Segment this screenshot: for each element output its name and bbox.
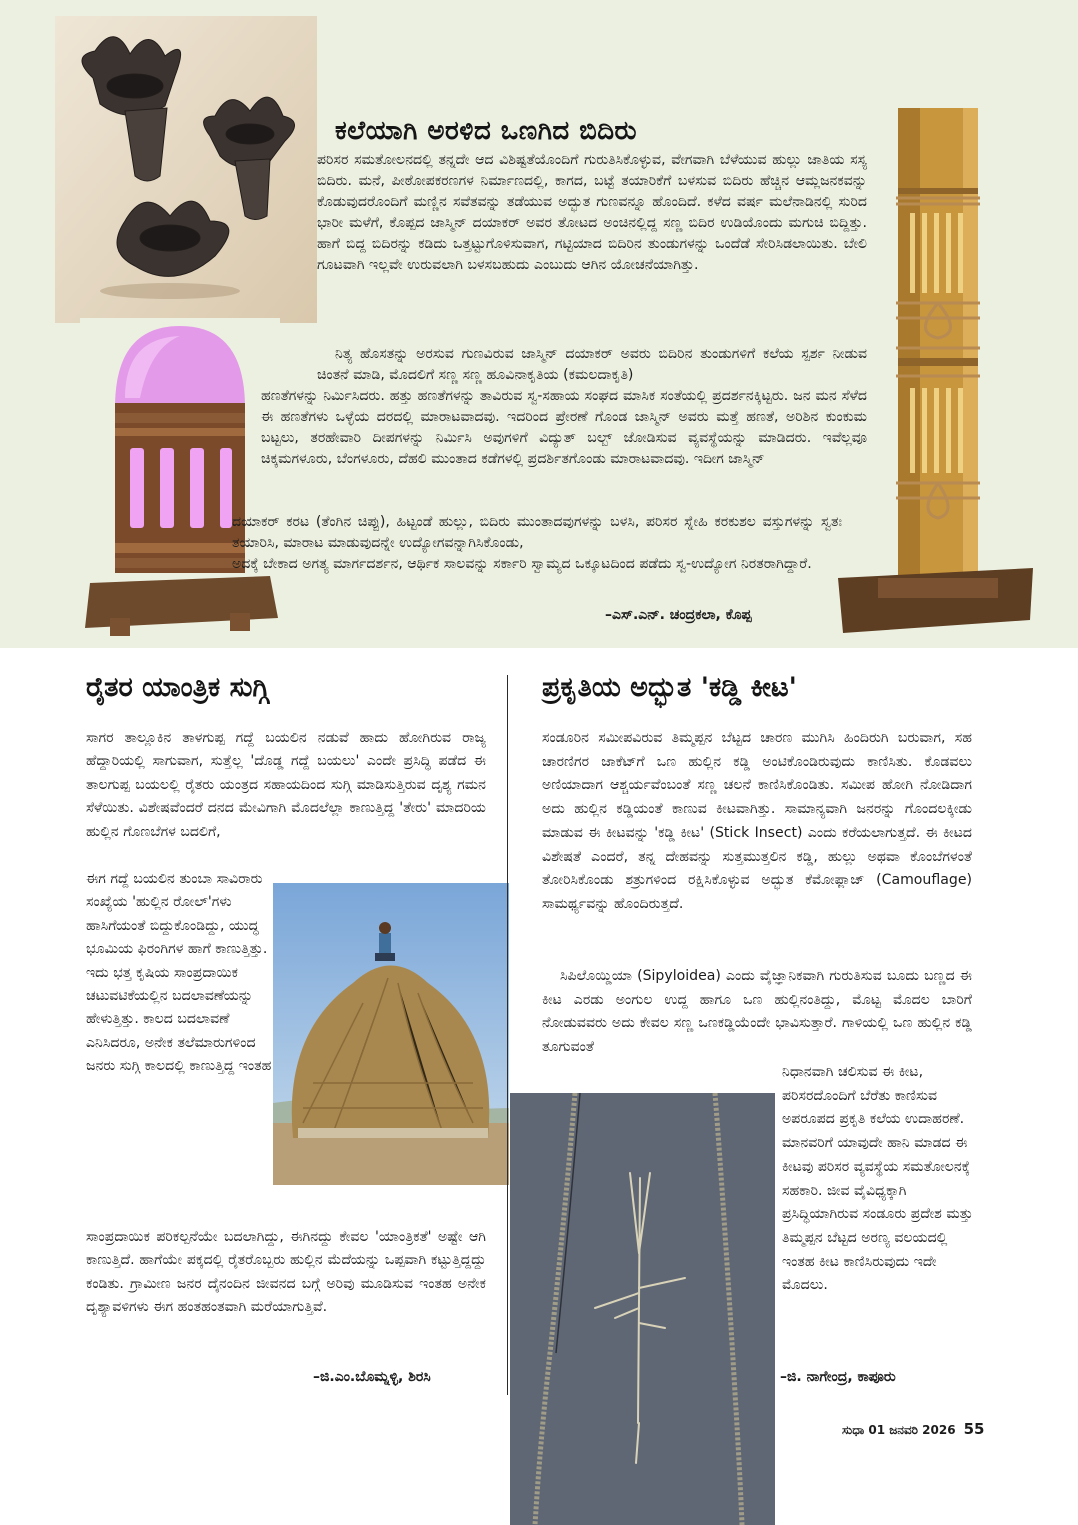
stick-insect-photo <box>510 1093 775 1525</box>
article2-paragraph-3: ಸಾಂಪ್ರದಾಯಿಕ ಪರಿಕಲ್ಪನೆಯೇ ಬದಲಾಗಿದ್ದು, ಈಗಿನದ್ದು ಕೇವಲ 'ಯಾಂತ್ರಿಕತೆ' ಅಷ್ಟೇ ಆಗಿ ಕಾಣುತ್ತಿದೆ. ಹಾಗೆಯೇ ಪಕ್ಕದಲ್ಲಿ ರೈತರೊಬ್ಬರು ಹುಲ್ಲಿನ ಮೆದೆಯನ್ನು ಒಪ್ಪವಾಗಿ ಕಟ್ಟುತ್ತಿದ್ದದ್ದು ಕಂಡಿತು. ಗ್ರಾಮೀಣ ಜನರ ದೈನಂದಿನ ಜೀವನದ ಬಗ್ಗೆ ಅರಿವು ಮೂಡಿಸುವ ಇಂತಹ ಅನೇಕ ದೃಶ್ಯಾವಳಿಗಳು ಈಗ ಹಂತಹಂತವಾಗಿ ಮರೆಯಾಗುತ್ತಿವೆ. <box>86 1229 486 1316</box>
bamboo-article-panel <box>0 0 1078 648</box>
article3-paragraph-3: ನಿಧಾನವಾಗಿ ಚಲಿಸುವ ಈ ಕೀಟ, ಪರಿಸರದೊಂದಿಗೆ ಬೆರೆತು ಕಾಣಿಸುವ ಅಪರೂಪದ ಪ್ರಕೃತಿ ಕಲೆಯ ಉದಾಹರಣೆ. ಮಾನವರಿಗೆ ಯಾವುದೇ ಹಾನಿ ಮಾಡದ ಈ ಕೀಟವು ಪರಿಸರ ವ್ಯವಸ್ಥೆಯ ಸಮತೋಲನಕ್ಕೆ ಸಹಕಾರಿ. ಜೀವ ವೈವಿಧ್ಯಕ್ಕಾಗಿ ಪ್ರಸಿದ್ಧಿಯಾಗಿರುವ ಸಂಡೂರು ಪ್ರದೇಶ ಮತ್ತು ತಿಮ್ಮಪ್ಪನ ಬೆಟ್ಟದ ಅರಣ್ಯ ವಲಯದಲ್ಲಿ ಇಂತಹ ಕೀಟ ಕಾಣಿಸಿರುವುದು ಇದೇ ಮೊದಲು. <box>782 1064 973 1294</box>
pink-lamp-photo <box>80 318 280 638</box>
article1-paragraph-2-end: ಅದಕ್ಕೆ ಬೇಕಾದ ಅಗತ್ಯ ಮಾರ್ಗದರ್ಶನ, ಆರ್ಥಿಕ ಸಾಲವನ್ನು ಸರ್ಕಾರಿ ಸ್ವಾಮ್ಯದ ಒಕ್ಕೂಟದಿಂದ ಪಡೆದು ಸ್ವ-ಉದ್ಯೋಗ ನಿರತರಾಗಿದ್ದಾರೆ. <box>232 556 812 572</box>
article2-title: ರೈತರ ಯಾಂತ್ರಿಕ ಸುಗ್ಗಿ <box>86 672 269 703</box>
article3-byline: –ಜಿ. ನಾಗೇಂದ್ರ, ಕಾಪೂರು <box>780 1369 896 1385</box>
page-number: 55 <box>963 1420 985 1438</box>
article1-byline: –ಎಸ್.ಎನ್. ಚಂದ್ರಕಲಾ, ಕೊಪ್ಪ <box>605 607 752 623</box>
column-divider <box>507 675 508 1395</box>
article1-paragraph-2-continued-2: ದಯಾಕರ್ ಕರಟ (ತೆಂಗಿನ ಚಿಪ್ಪು), ಹಿಟ್ಟಂಡೆ ಹುಲ್ಲು, ಬಿದಿರು ಮುಂತಾದವುಗಳನ್ನು ಬಳಸಿ, ಪರಿಸರ ಸ್ನೇಹಿ ಕರಕುಶಲ ವಸ್ತುಗಳನ್ನು ಸ್ವತಃ ತಯಾರಿಸಿ, ಮಾರಾಟ ಮಾಡುವುದನ್ನೇ ಉದ್ಯೋಗವನ್ನಾಗಿಸಿಕೊಂಡು, <box>232 514 842 552</box>
article1-title: ಕಲೆಯಾಗಿ ಅರಳಿದ ಒಣಗಿದ ಬಿದಿರು <box>335 116 638 146</box>
article3-paragraph-1: ಸಂಡೂರಿನ ಸಮೀಪವಿರುವ ತಿಮ್ಮಪ್ಪನ ಬೆಟ್ಟದ ಚಾರಣ ಮುಗಿಸಿ ಹಿಂದಿರುಗಿ ಬರುವಾಗ, ಸಹ ಚಾರಣಿಗರ ಜಾಕೆಟ್‌ಗೆ ಒಣ ಹುಲ್ಲಿನ ಕಡ್ಡಿ ಅಂಟಿಕೊಂಡಿರುವುದು ಕಾಣಿಸಿತು. ಕೊಡವಲು ಅಣಿಯಾದಾಗ ಆಶ್ಚರ್ಯವೆಂಬಂತೆ ಸಣ್ಣ ಚಲನೆ ಕಾಣಿಸಿಕೊಂಡಿತು. ಸಮೀಪ ಹೋಗಿ ನೋಡಿದಾಗ ಅದು ಹುಲ್ಲಿನ ಕಡ್ಡಿಯಂತೆ ಕಾಣುವ ಕೀಟವಾಗಿತ್ತು. ಸಾಮಾನ್ಯವಾಗಿ ಜನರನ್ನು ಗೊಂದಲಕ್ಕೀಡು ಮಾಡುವ ಈ ಕೀಟವನ್ನು 'ಕಡ್ಡಿ ಕೀಟ' (Stick Insect) ಎಂದು ಕರೆಯಲಾಗುತ್ತದೆ. ಈ ಕೀಟದ ವಿಶೇಷತೆ ಎಂದರೆ, ತನ್ನ ದೇಹವನ್ನು ಸುತ್ತಮುತ್ತಲಿನ ಕಡ್ಡಿ, ಹುಲ್ಲು ಅಥವಾ ಕೊಂಬೆಗಳಂತೆ ತೋರಿಸಿಕೊಂಡು ಶತ್ರುಗಳಿಂದ ರಕ್ಷಿಸಿಕೊಳ್ಳುವ ಅದ್ಭುತ ಕೆಮೋಫ್ಲಾಜ್ (Camouflage) ಸಾಮರ್ಥ್ಯವನ್ನು ಹೊಂದಿರುತ್ತದೆ. <box>542 730 972 912</box>
article3-paragraph-2: ಸಿಪಿಲೊಯ್ಡಿಯಾ (Sipyloidea) ಎಂದು ವೈಜ್ಞಾನಿಕವಾಗಿ ಗುರುತಿಸುವ ಬೂದು ಬಣ್ಣದ ಈ ಕೀಟ ಎರಡು ಅಂಗುಲ ಉದ್ದ ಹಾಗೂ ಒಣ ಹುಲ್ಲಿನಂತಿದ್ದು, ಮೊಟ್ಟ ಮೊದಲ ಬಾರಿಗೆ ನೋಡುವವರು ಅದು ಕೇವಲ ಸಣ್ಣ ಒಣಕಡ್ಡಿಯೆಂದೇ ಭಾವಿಸುತ್ತಾರೆ. ಗಾಳಿಯಲ್ಲಿ ಒಣ ಹುಲ್ಲಿನ ಕಡ್ಡಿ ತೂಗುವಂತೆ <box>542 968 972 1056</box>
article1-paragraph-2: ನಿತ್ಯ ಹೊಸತನ್ನು ಅರಸುವ ಗುಣವಿರುವ ಜಾಸ್ಮಿನ್ ದಯಾಕರ್ ಅವರು ಬಿದಿರಿನ ತುಂಡುಗಳಿಗೆ ಕಲೆಯ ಸ್ಪರ್ಶ ನೀಡುವ ಚಿಂತನೆ ಮಾಡಿ, ಮೊದಲಿಗೆ ಸಣ್ಣ ಸಣ್ಣ ಹೂವಿನಾಕೃತಿಯ (ಕಮಲದಾಕೃತಿ) <box>317 346 867 384</box>
issue-date: ಸುಧಾ 01 ಜನವರಿ 2026 <box>842 1423 956 1437</box>
lotus-candle-holders-photo <box>55 16 317 323</box>
article3-title: ಪ್ರಕೃತಿಯ ಅದ್ಭುತ 'ಕಡ್ಡಿ ಕೀಟ' <box>542 672 797 703</box>
article2-paragraph-2: ಈಗ ಗದ್ದೆ ಬಯಲಿನ ತುಂಬಾ ಸಾವಿರಾರು ಸಂಖ್ಯೆಯ 'ಹುಲ್ಲಿನ ರೋಲ್'ಗಳು ಹಾಸಿಗೆಯಂತೆ ಬಿದ್ದುಕೊಂಡಿದ್ದು, ಯುದ್ಧ ಭೂಮಿಯ ಫಿರಂಗಿಗಳ ಹಾಗೆ ಕಾಣುತ್ತಿತ್ತು. ಇದು ಭತ್ತ ಕೃಷಿಯ ಸಾಂಪ್ರದಾಯಿಕ ಚಟುವಟಿಕೆಯಲ್ಲಿನ ಬದಲಾವಣೆಯನ್ನು ಹೇಳುತ್ತಿತ್ತು. ಕಾಲದ ಬದಲಾವಣೆ ಎನಿಸಿದರೂ, ಅನೇಕ ತಲೆಮಾರುಗಳಿಂದ ಜನರು ಸುಗ್ಗಿ ಕಾಲದಲ್ಲಿ ಕಾಣುತ್ತಿದ್ದ ಇಂತಹ <box>86 871 272 1075</box>
article2-paragraph-1: ಸಾಗರ ತಾಲ್ಲೂಕಿನ ತಾಳಗುಪ್ಪ ಗದ್ದೆ ಬಯಲಿನ ನಡುವೆ ಹಾದು ಹೋಗಿರುವ ರಾಜ್ಯ ಹೆದ್ದಾರಿಯಲ್ಲಿ ಸಾಗುವಾಗ, ಸುತ್ತೆಲ್ಲ 'ದೊಡ್ಡ ಗದ್ದೆ ಬಯಲು' ಎಂದೇ ಪ್ರಸಿದ್ಧಿ ಪಡೆದ ಈ ತಾಲಗುಪ್ಪ ಬಯಲಲ್ಲಿ ರೈತರು ಯಂತ್ರದ ಸಹಾಯದಿಂದ ಸುಗ್ಗಿ ಮಾಡಿಸುತ್ತಿರುವ ದೃಶ್ಯ ಗಮನ ಸೆಳೆಯಿತು. ವಿಶೇಷವೆಂದರೆ ದನದ ಮೇವಿಗಾಗಿ ಮೊದಲೆಲ್ಲಾ ಕಾಣುತ್ತಿದ್ದ 'ತೇರು' ಮಾದರಿಯ ಹುಲ್ಲಿನ ಗೊಣಬೆಗಳ ಬದಲಿಗೆ, <box>86 730 486 840</box>
haystack-photo <box>273 883 509 1185</box>
article1-paragraph-2-continued: ಹಣತೆಗಳನ್ನು ನಿರ್ಮಿಸಿದರು. ಹತ್ತು ಹಣತೆಗಳನ್ನು ತಾವಿರುವ ಸ್ವ-ಸಹಾಯ ಸಂಘದ ಮಾಸಿಕ ಸಂತೆಯಲ್ಲಿ ಪ್ರದರ್ಶನಕ್ಕಿಟ್ಟರು. ಜನ ಮನ ಸೆಳೆದ ಈ ಹಣತೆಗಳು ಒಳ್ಳೆಯ ದರದಲ್ಲಿ ಮಾರಾಟವಾದವು. ಇದರಿಂದ ಪ್ರೇರಣೆ ಗೊಂಡ ಜಾಸ್ಮಿನ್ ಅವರು ಮತ್ತೆ ಹಣತೆ, ಅರಿಶಿನ ಕುಂಕುಮ ಬಟ್ಟಲು, ತರಹೇವಾರಿ ದೀಪಗಳನ್ನು ನಿರ್ಮಿಸಿ ಅವುಗಳಿಗೆ ವಿದ್ಯುತ್ ಬಲ್ಬ್ ಜೋಡಿಸುವ ವ್ಯವಸ್ಥೆಯನ್ನು ಮಾಡಿದರು. ಇವೆಲ್ಲವೂ ಚಿಕ್ಕಮಗಳೂರು, ಬೆಂಗಳೂರು, ದೆಹಲಿ ಮುಂತಾದ ಕಡೆಗಳಲ್ಲಿ ಪ್ರದರ್ಶಿತಗೊಂಡು ಮಾರಾಟವಾದವು. ಇದೀಗ ಜಾಸ್ಮಿನ್ <box>261 388 867 468</box>
article1-paragraph-1: ಪರಿಸರ ಸಮತೋಲನದಲ್ಲಿ ತನ್ನದೇ ಆದ ವಿಶಿಷ್ಟತೆಯೊಂದಿಗೆ ಗುರುತಿಸಿಕೊಳ್ಳುವ, ವೇಗವಾಗಿ ಬೆಳೆಯುವ ಹುಲ್ಲು ಜಾತಿಯ ಸಸ್ಯ ಬಿದಿರು. ಮನೆ, ಪೀಠೋಪಕರಣಗಳ ನಿರ್ಮಾಣದಲ್ಲಿ, ಕಾಗದ, ಬಟ್ಟೆ ತಯಾರಿಕೆಗೆ ಬಳಸುವ ಬಿದಿರು ಹೆಚ್ಚಿನ ಆಮ್ಲಜನಕವನ್ನು ಕೊಡುವುದರೊಂದಿಗೆ ಮಣ್ಣಿನ ಸವೆತವನ್ನು ತಡೆಯುವ ಅದ್ಭುತ ಗುಣವನ್ನೂ ಹೊಂದಿದೆ. ಕಳೆದ ವರ್ಷ ಮಲೆನಾಡಿನಲ್ಲಿ ಸುರಿದ ಭಾರೀ ಮಳೆಗೆ, ಕೊಪ್ಪದ ಜಾಸ್ಮಿನ್ ದಯಾಕರ್ ಅವರ ತೋಟದ ಅಂಚಿನಲ್ಲಿದ್ದ ಸಣ್ಣ ಬಿದಿರ ಉಡಿಯೊಂದು ಮಗುಚಿ ಬಿದ್ದಿತ್ತು. ಹಾಗೆ ಬಿದ್ದ ಬಿದಿರನ್ನು ಕಡಿದು ಒತ್ತಟ್ಟುಗೊಳಿಸುವಾಗ, ಗಟ್ಟಿಯಾದ ಬಿದಿರಿನ ತುಂಡುಗಳನ್ನು ಒಂದೆಡೆ ಸೇರಿಸಿಡಲಾಯಿತು. ಬೇಲಿ ಗೂಟವಾಗಿ ಇಲ್ಲವೇ ಉರುವಲಾಗಿ ಬಳಸಬಹುದು ಎಂಬುದು ಆಗಿನ ಯೋಚನೆಯಾಗಿತ್ತು. <box>317 152 867 274</box>
bamboo-lamp-photo <box>838 108 1033 638</box>
page-footer <box>842 1420 984 1438</box>
article2-byline: –ಜಿ.ಎಂ.ಬೊಮ್ನಳ್ಳಿ, ಶಿರಸಿ <box>313 1369 431 1385</box>
